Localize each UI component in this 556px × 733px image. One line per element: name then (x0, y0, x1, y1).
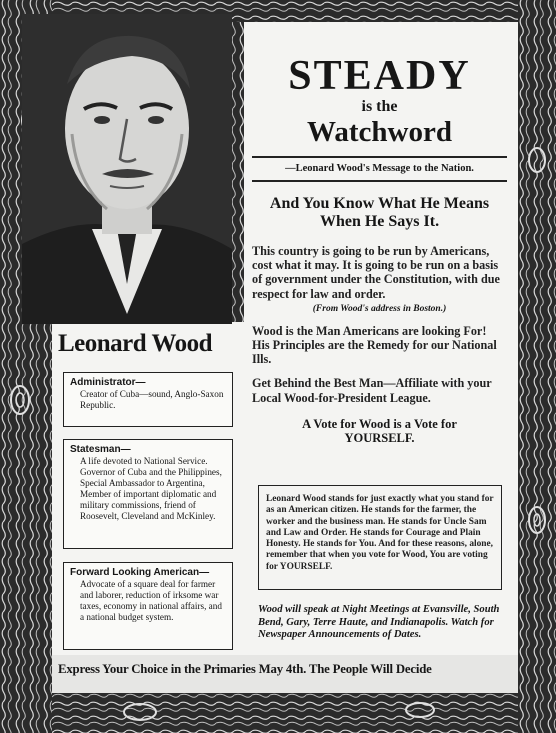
vote-line-1: A Vote for Wood is a Vote for (302, 416, 457, 431)
box-title: Statesman— (70, 444, 131, 455)
forward-looking-box (63, 562, 233, 650)
quote-source: (From Wood's address in Boston.) (312, 303, 447, 314)
vote-line-2: YOURSELF. (344, 430, 415, 445)
subheadline: And You Know What He Means When He Says It. (269, 195, 490, 230)
stands-for-box: Leonard Wood stands for just exactly what you stand for as an American citizen. He stands for the farmer, the worker and the business man. He stands for Uncle Sam and Law and Order. He stands for Courage and Plain Honesty. He stands for You. And for these reasons, alone, remember that when you vote for Wood, You are voting for YOURSELF. (258, 485, 502, 590)
box-text: A life devoted to National Service. Governor of Cuba and the Philippines, Special Ambassador to Argentina, Member of important diplomatic and military commissions, friend of Roosevelt, Cleveland and McKinley. (80, 456, 222, 521)
main-column (252, 50, 507, 445)
headline-is-the: is the (361, 98, 398, 115)
statesman-box (63, 439, 233, 549)
message-line: —Leonard Wood's Message to the Nation. (252, 158, 507, 182)
box-title: Administrator— (70, 377, 146, 388)
speaking-schedule: Wood will speak at Night Meetings at Evansville, South Bend, Gary, Terre Haute, and Indianapolis. Watch for Newspaper Announcements of Dates. (258, 604, 500, 641)
vote-line (252, 417, 507, 445)
box-text: Advocate of a square deal for farmer and laborer, reduction of irksome war taxes, economy in national affairs, and a national budget system. (80, 579, 222, 622)
administrator-box (63, 372, 233, 427)
box-text: Creator of Cuba—sound, Anglo-Saxon Republic. (80, 389, 224, 410)
candidate-name: Leonard Wood (58, 330, 212, 357)
paragraph-get-behind: Get Behind the Best Man—Affiliate with your Local Wood-for-President League. (252, 376, 492, 405)
headline-steady: STEADY (288, 53, 471, 99)
headline-watchword: Watchword (307, 116, 452, 148)
box-title: Forward Looking American— (70, 567, 210, 578)
paragraph-man-americans: Wood is the Man Americans are looking For! His Principles are the Remedy for our National Ills. (252, 323, 497, 367)
footer-banner: Express Your Choice in the Primaries May 4th. The People Will Decide (58, 662, 432, 676)
quote-paragraph: This country is going to be run by Americans, cost what it may. It is going to be run on a basis of government under the Constitution, with due respect for law and order. (252, 244, 500, 301)
portrait-illustration (22, 14, 232, 324)
